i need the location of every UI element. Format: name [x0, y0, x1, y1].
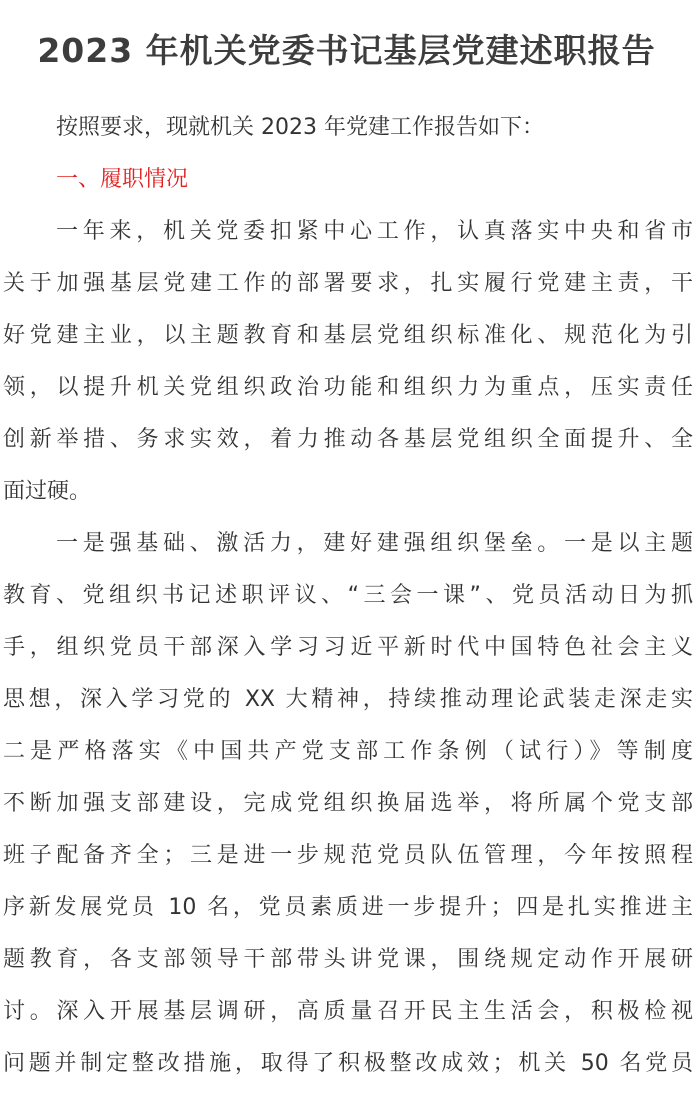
body-line: 面过硬。 [3, 479, 92, 504]
body-line: 讨。深入开展基层调研，高质量召开民主生活会，积极检视 [3, 999, 693, 1024]
body-line: 关于加强基层党建工作的部署要求，扎实履行党建主责，干 [3, 271, 693, 296]
body-line: 班子配备齐全；三是进一步规范党员队伍管理，今年按照程 [3, 843, 693, 868]
document-title: 2023 年机关党委书记基层党建述职报告 [37, 31, 656, 70]
body-line: 一年来，机关党委扣紧中心工作，认真落实中央和省市 [56, 219, 693, 244]
body-line: 一是强基础、激活力，建好建强组织堡垒。一是以主题 [56, 531, 693, 556]
body-line: 问题并制定整改措施，取得了积极整改成效；机关 50 名党员 [3, 1051, 693, 1076]
body-line: 好党建主业，以主题教育和基层党组织标准化、规范化为引 [3, 323, 693, 348]
body-line: 教育、党组织书记述职评议、“三会一课”、党员活动日为抓 [3, 583, 693, 608]
body-line: 题教育，各支部领导干部带头讲党课，围绕规定动作开展研 [3, 947, 693, 972]
intro-paragraph: 按照要求，现就机关 2023 年党建工作报告如下： [56, 115, 544, 140]
body-line: 创新举措、务求实效，着力推动各基层党组织全面提升、全 [3, 427, 693, 452]
body-line: 领，以提升机关党组织政治功能和组织力为重点，压实责任 [3, 375, 693, 400]
body-line: 二是严格落实《中国共产党支部工作条例（试行）》等制度 [3, 739, 693, 764]
body-line: 序新发展党员 10 名，党员素质进一步提升；四是扎实推进主 [3, 895, 693, 920]
section-heading: 一、履职情况 [56, 167, 189, 192]
body-line: 思想，深入学习党的 XX 大精神，持续推动理论武装走深走实 [3, 687, 693, 712]
body-line: 手，组织党员干部深入学习习近平新时代中国特色社会主义 [3, 635, 693, 660]
body-line: 不断加强支部建设，完成党组织换届选举，将所属个党支部 [3, 791, 693, 816]
